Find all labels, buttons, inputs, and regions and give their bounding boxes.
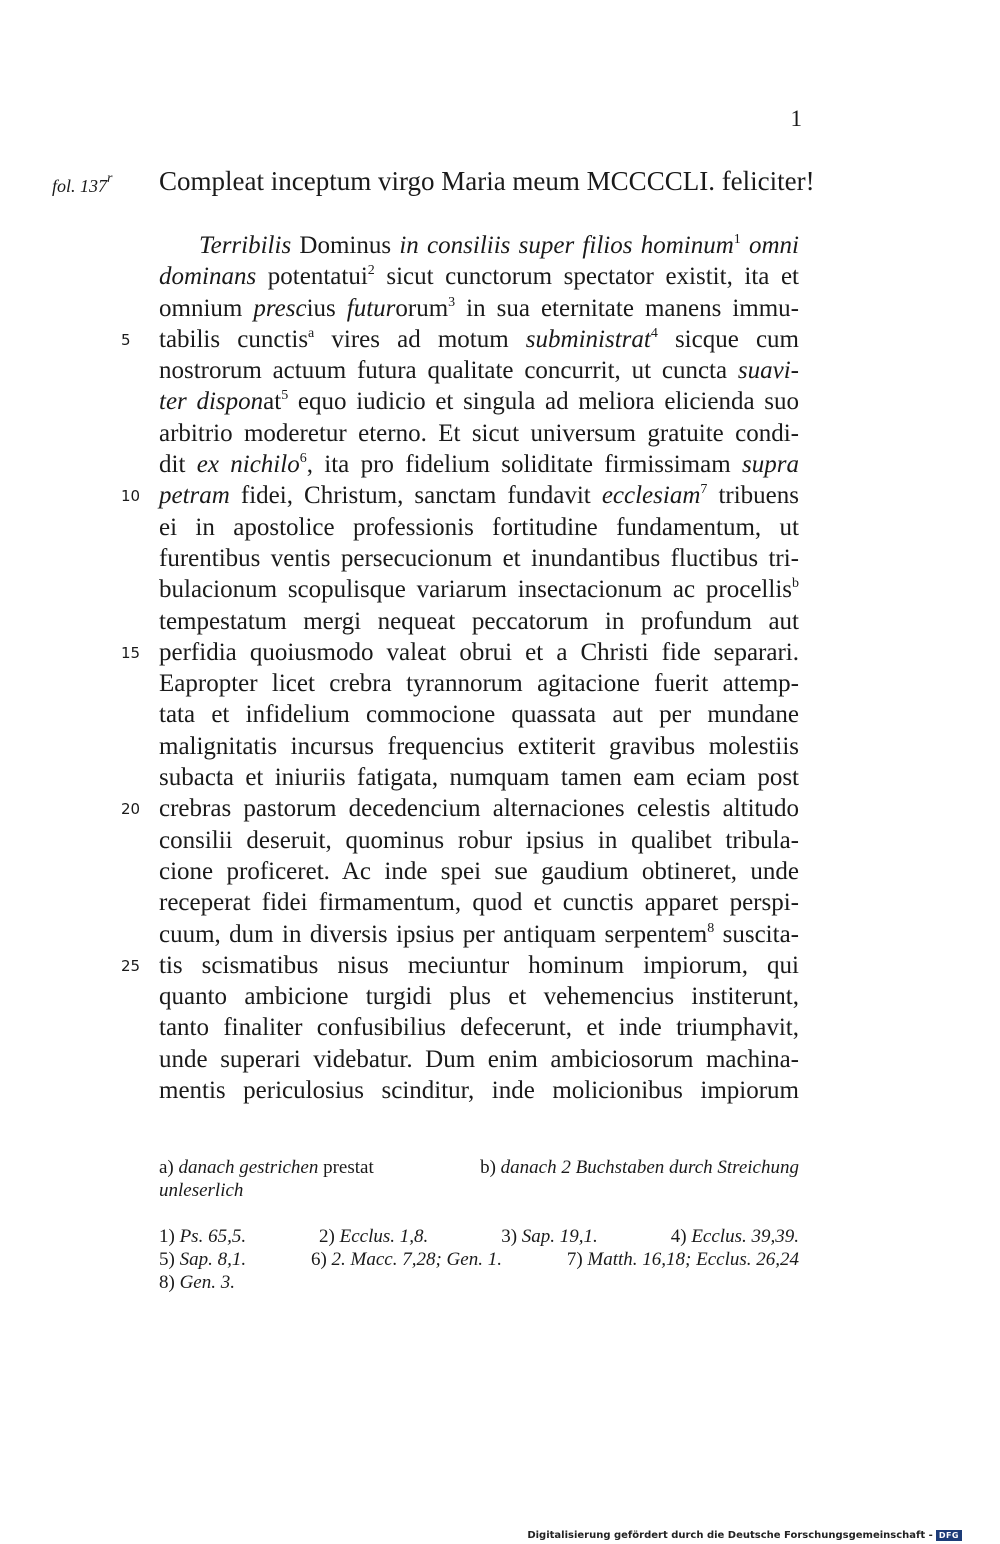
footnote-ref: 1: [733, 232, 741, 247]
text-line: [121, 793, 799, 824]
footnote-ref: 6: [299, 451, 307, 467]
text-span: ius: [306, 294, 347, 322]
note-text: prestat: [318, 1157, 374, 1178]
text-span: ex nichilo: [196, 451, 300, 479]
text-line: [159, 261, 799, 292]
text-line: [159, 887, 799, 918]
text-span: arbitrio moderetur eterno. Et sicut universum gratuite condi-: [159, 419, 799, 447]
text-span: petram: [159, 482, 230, 510]
text-span: vires ad motum: [314, 325, 526, 353]
text-span: fidei, Christum, sanctam fundavit: [229, 482, 602, 510]
text-span: sicut cunctorum spectator existit, ita et: [374, 263, 800, 291]
source-row: [159, 1248, 799, 1271]
text-line: [159, 668, 799, 699]
text-span: unde superari videbatur. Dum enim ambiciosorum machina-: [159, 1045, 799, 1073]
footnote-ref: 5: [281, 388, 289, 404]
text-span: tribuens: [707, 482, 799, 510]
text-span: dominans: [159, 263, 257, 291]
source-note-3: [501, 1225, 598, 1248]
text-span: cuum, dum in diversis ipsius per antiquam serpentem: [159, 920, 708, 948]
note-text: unleserlich: [159, 1180, 244, 1201]
text-span: omnium: [159, 294, 254, 322]
note-mark: 3): [501, 1226, 522, 1247]
incipit: Compleat inceptum virgo Maria meum MCCCCLI. feliciter!: [159, 166, 815, 196]
text-line: [159, 574, 799, 605]
text-line: [159, 386, 799, 417]
text-line: [159, 981, 799, 1012]
text-span: potentatui: [256, 263, 368, 291]
folio-recto: r: [107, 171, 113, 186]
text-span: mentis periculosius scinditur, inde molicionibus impiorum: [159, 1077, 799, 1105]
note-text: danach 2 Buchstaben durch Streichung: [500, 1157, 799, 1178]
text-span: receperat fidei firmamentum, quod et cunctis apparet perspi-: [159, 889, 799, 917]
line-number: 10: [121, 487, 141, 506]
apparatus-note-b: [480, 1156, 799, 1179]
text-span: tata et infidelium commocione quassata aut per mundane: [159, 701, 799, 729]
note-ref: 2. Macc. 7,28; Gen. 1.: [331, 1249, 502, 1270]
text-span: at: [263, 388, 282, 416]
text-span: dit: [159, 451, 197, 479]
text-span: cione proficeret. Ac inde spei sue gaudium obtineret, unde: [159, 857, 799, 885]
text-line: [159, 825, 799, 856]
text-line: [159, 856, 799, 887]
text-span: ecclesiam: [601, 482, 701, 510]
text-span: Dominus: [291, 232, 400, 259]
text-span: presc: [253, 294, 307, 322]
apparatus-ref: a: [308, 325, 315, 341]
text-span: consilii deseruit, quominus robur ipsius in qualibet tribula-: [159, 826, 799, 854]
line-number: 20: [121, 800, 141, 819]
apparatus-note-b-continued: [159, 1179, 799, 1202]
footnote-ref: 7: [700, 482, 708, 498]
text-line: [159, 449, 799, 480]
note-ref: Ecclus. 39,39.: [691, 1226, 799, 1247]
note-mark: 7): [566, 1249, 588, 1270]
text-line: [159, 762, 799, 793]
line-number: 25: [121, 956, 141, 975]
text-span: in sua eternitate manens immu-: [455, 294, 799, 322]
digitization-credit: [527, 1530, 962, 1541]
text-line: [121, 324, 799, 355]
text-span: orum: [395, 294, 449, 322]
text-line: [159, 512, 799, 543]
text-line: [159, 418, 799, 449]
source-note-2: [319, 1225, 428, 1248]
note-mark: 6): [310, 1249, 332, 1270]
footnote-ref: 8: [707, 920, 715, 936]
text-span: suscita-: [714, 920, 799, 948]
note-mark: 8): [159, 1272, 180, 1293]
note-mark: 5): [159, 1249, 180, 1270]
source-note-8: [159, 1272, 235, 1293]
text-line: [159, 355, 799, 386]
text-line: [159, 1075, 799, 1106]
footnote-ref: 4: [650, 325, 658, 341]
footnote-ref: 2: [367, 263, 375, 279]
text-span: Terribilis: [199, 232, 292, 259]
text-span: ter dispon: [159, 388, 264, 416]
text-span: Eapropter licet crebra tyrannorum agitacione fuerit attemp-: [159, 670, 799, 698]
text-span: suavi-: [737, 357, 799, 385]
text-span: perfidia quoiusmodo valeat obrui et a Christi fide separari.: [159, 638, 799, 666]
text-span: nostrorum actuum futura qualitate concurrit, ut cuncta: [159, 357, 738, 385]
main-text: [121, 230, 800, 1106]
text-span: tempestatum mergi nequeat peccatorum in profundum aut: [159, 607, 799, 635]
text-span: ei in apostolice professionis fortitudine fundamentum, ut: [159, 513, 799, 541]
text-line: [121, 637, 799, 668]
text-line: [159, 606, 799, 637]
note-mark: b): [480, 1157, 501, 1178]
text-span: omni: [740, 232, 799, 259]
source-row: [159, 1271, 799, 1294]
text-span: crebras pastorum decedencium alternaciones celestis altitudo: [159, 795, 799, 823]
text-line: [159, 230, 799, 261]
text-line: [121, 480, 799, 511]
apparatus-ref: b: [792, 576, 799, 592]
source-note-5: [159, 1248, 246, 1271]
text-span: furentibus ventis persecucionum et inundantibus fluctibus tri-: [159, 544, 799, 572]
footnote-ref: 3: [448, 294, 456, 310]
note-ref: Gen. 3.: [179, 1272, 235, 1293]
text-line: [121, 950, 799, 981]
source-note-4: [671, 1225, 799, 1248]
note-ref: Sap. 19,1.: [521, 1226, 598, 1247]
text-span: sicque cum: [657, 325, 799, 353]
text-span: supra: [742, 451, 799, 479]
text-line: [159, 919, 799, 950]
text-span: tanto finaliter confusibilius defecerunt, et inde triumphavit,: [159, 1014, 799, 1042]
text-span: tabilis cunctis: [159, 325, 309, 353]
text-line: [159, 1012, 799, 1043]
note-ref: Ecclus. 1,8.: [339, 1226, 429, 1247]
text-span: tis scismatibus nisus meciuntur hominum impiorum, qui: [159, 951, 799, 979]
apparatus-row: [159, 1156, 799, 1179]
credit-text: Digitalisierung gefördert durch die Deutsche Forschungsgemeinschaft -: [527, 1530, 933, 1541]
note-mark: 1): [159, 1226, 180, 1247]
text-span: in consiliis super filios hominum: [399, 232, 734, 259]
text-span: futur: [346, 294, 396, 322]
text-span: subministrat: [525, 325, 651, 353]
text-span: malignitatis incursus frequencius extiterit gravibus molestiis: [159, 732, 799, 760]
source-notes: [159, 1225, 799, 1294]
folio-marker: [52, 171, 113, 197]
note-text: danach gestrichen: [178, 1157, 319, 1178]
line-number: 5: [121, 330, 131, 349]
source-note-6: [311, 1248, 502, 1271]
text-line: [159, 699, 799, 730]
textual-apparatus: [159, 1156, 799, 1202]
apparatus-note-a: [159, 1156, 374, 1179]
text-span: subacta et iniuriis fatigata, numquam tamen eam eciam post: [159, 764, 799, 792]
text-span: , ita pro fidelium soliditate firmissimam: [306, 451, 743, 479]
source-note-1: [159, 1225, 246, 1248]
note-mark: 2): [319, 1226, 340, 1247]
folio-label: fol. 137: [52, 176, 108, 196]
text-line: [159, 1044, 799, 1075]
source-note-7: [567, 1248, 799, 1271]
text-span: equo iudicio et singula ad meliora elicienda suo: [288, 388, 799, 416]
text-span: quanto ambicione turgidi plus et vehemencius institerunt,: [159, 983, 799, 1011]
dfg-logo: DFG: [936, 1530, 962, 1541]
note-mark: a): [159, 1157, 179, 1178]
page-number: 1: [790, 106, 802, 131]
line-number: 15: [121, 643, 141, 662]
note-ref: Sap. 8,1.: [179, 1249, 247, 1270]
note-mark: 4): [670, 1226, 692, 1247]
source-row: [159, 1225, 799, 1248]
text-line: [159, 543, 799, 574]
note-ref: Matth. 16,18; Ecclus. 26,24: [587, 1249, 799, 1270]
text-span: bulacionum scopulisque variarum insectacionum ac procellis: [159, 576, 792, 604]
text-line: [159, 731, 799, 762]
note-ref: Ps. 65,5.: [179, 1226, 247, 1247]
text-line: [159, 293, 799, 324]
